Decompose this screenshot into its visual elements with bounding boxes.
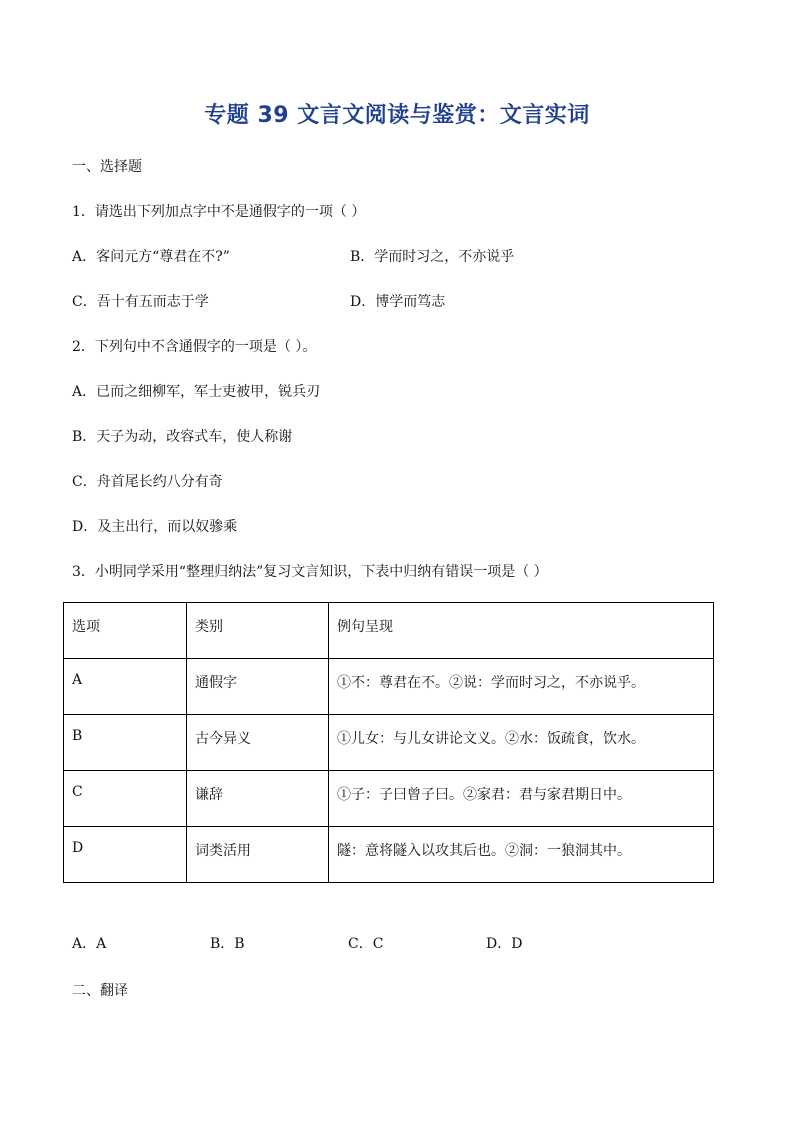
table-cell: A: [64, 659, 187, 715]
q2-option-d: D．及主出行，而以奴骖乘: [72, 519, 238, 535]
table-header-cell: 选项: [64, 603, 187, 659]
table-cell: 词类活用: [187, 827, 329, 883]
section-heading-choice: 一、选择题: [72, 159, 142, 175]
summary-table: [63, 602, 714, 883]
table-row: [64, 715, 714, 771]
table-header-cell: 例句呈现: [329, 603, 714, 659]
table-cell: 通假字: [187, 659, 329, 715]
section-heading-translation: 二、翻译: [72, 983, 128, 999]
q1-option-a: A．客问元方“尊君在不?”: [72, 249, 230, 265]
q1-option-d: D．博学而笃志: [350, 294, 446, 310]
q1-option-c: C．吾十有五而志于学: [72, 294, 209, 310]
table-cell: C: [64, 771, 187, 827]
table-row: [64, 771, 714, 827]
table-cell: ①儿女：与儿女讲论文义。②水：饭疏食，饮水。: [329, 715, 714, 771]
page-title: 专题 39 文言文阅读与鉴赏：文言实词: [204, 103, 590, 128]
table-cell: 隧：意将隧入以攻其后也。②洞：一狼洞其中。: [329, 827, 714, 883]
q2-option-b: B．天子为动，改容式车，使人称谢: [72, 429, 293, 445]
table-cell: D: [64, 827, 187, 883]
table-cell: B: [64, 715, 187, 771]
table-cell: 古今异义: [187, 715, 329, 771]
q3-answer-a: A．A: [72, 936, 107, 952]
q1-option-b: B．学而时习之，不亦说乎: [350, 249, 515, 265]
question-2-stem: 2．下列句中不含通假字的一项是（ ）。: [72, 339, 317, 355]
table-header-row: [64, 603, 714, 659]
table-row: [64, 659, 714, 715]
question-3-stem: 3．小明同学采用“整理归纳法”复习文言知识，下表中归纳有错误一项是（ ）: [72, 564, 548, 580]
q3-answer-b: B．B: [210, 936, 245, 952]
q2-option-c: C．舟首尾长约八分有奇: [72, 474, 223, 490]
question-1-stem: 1．请选出下列加点字中不是通假字的一项（ ）: [72, 204, 366, 220]
table-row: [64, 827, 714, 883]
table-cell: 谦辞: [187, 771, 329, 827]
q3-answer-d: D．D: [486, 936, 523, 952]
table-header-cell: 类别: [187, 603, 329, 659]
q3-answer-c: C．C: [348, 936, 384, 952]
table-cell: ①不：尊君在不。②说：学而时习之，不亦说乎。: [329, 659, 714, 715]
q2-option-a: A．已而之细柳军，军士吏被甲，锐兵刃: [72, 384, 321, 400]
table-cell: ①子：子曰曾子曰。②家君：君与家君期日中。: [329, 771, 714, 827]
